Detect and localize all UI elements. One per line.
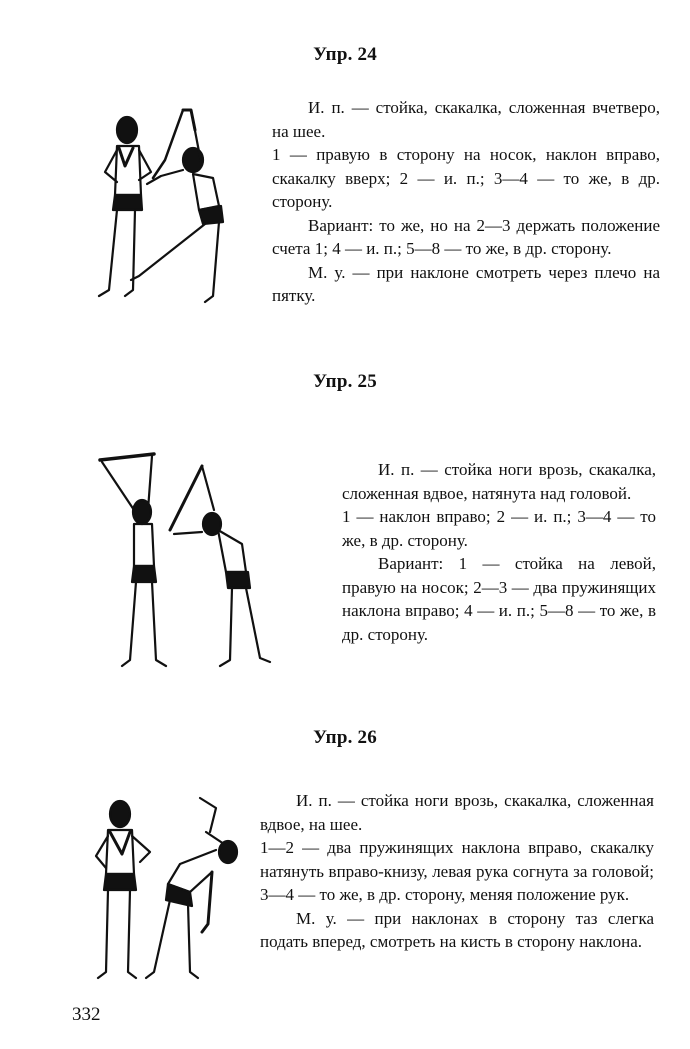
exercise-25-paragraph: И. п. — стойка ноги врозь, скакалка, сложенная вдвое, натянута над головой. xyxy=(342,460,656,503)
exercise-26-title: Упр. 26 xyxy=(313,727,377,748)
exercise-25-text xyxy=(342,458,656,646)
exercise-24-paragraph: 1 — правую в сторону на носок, наклон вправо, скакалку вверх; 2 — и. п.; 3—4 — то же, в др. сторону. xyxy=(272,145,660,211)
exercise-26-paragraph: 1—2 — два пружинящих наклона вправо, скакалку натянуть вправо-книзу, левая рука согнута за головой; 3—4 — то же, в др. сторону, меняя положение рук. xyxy=(260,838,654,904)
exercise-24-text xyxy=(272,96,660,308)
exercise-26-paragraph: М. у. — при наклонах в сторону таз слегка подать вперед, смотреть на кисть в сторону наклона. xyxy=(260,908,654,951)
exercise-24-paragraph: М. у. — при наклоне смотреть через плечо на пятку. xyxy=(272,262,660,305)
exercise-24-paragraph: И. п. — стойка, скакалка, сложенная вчетверо, на шее. xyxy=(272,98,660,141)
exercise-25-title: Упр. 25 xyxy=(313,371,377,392)
exercise-25-paragraph: 1 — наклон вправо; 2 — и. п.; 3—4 — то же, в др. сторону. xyxy=(342,507,656,550)
exercise-26-illustration xyxy=(80,792,255,992)
exercise-26-text xyxy=(260,789,654,954)
exercise-24-paragraph: Вариант: то же, но на 2—3 держать положение счета 1; 4 — и. п.; 5—8 — то же, в др. сторону. xyxy=(272,215,660,258)
exercise-24-title: Упр. 24 xyxy=(313,44,377,65)
exercise-26-paragraph: И. п. — стойка ноги врозь, скакалка, сложенная вдвое, на шее. xyxy=(260,791,654,834)
exercise-25-paragraph: Вариант: 1 — стойка на левой, правую на носок; 2—3 — два пружинящих наклона вправо; 4 — и. п.; 5—8 — то же, в др. сторону. xyxy=(342,554,656,644)
exercise-25-illustration xyxy=(90,448,275,678)
exercise-24-illustration xyxy=(95,100,235,310)
page-number: 332 xyxy=(72,1004,101,1025)
